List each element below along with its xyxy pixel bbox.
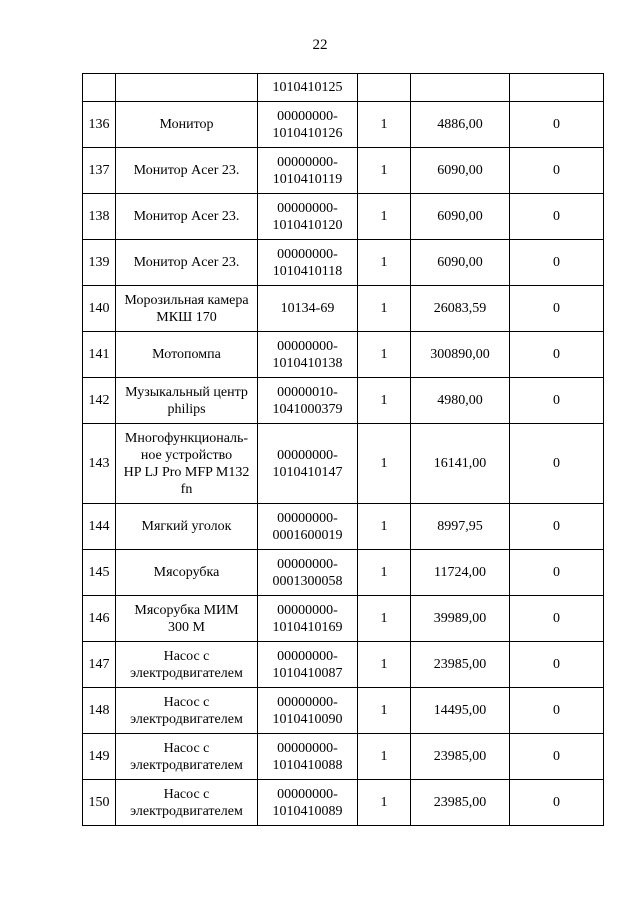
cell-remainder: 0 [510,148,604,194]
cell-name: Насос с электродвигателем [116,642,258,688]
cell-number: 146 [83,596,116,642]
cell-code: 00000000- 1010410120 [258,194,358,240]
cell-remainder: 0 [510,642,604,688]
cell-price: 6090,00 [411,240,510,286]
cell-code: 00000000- 0001300058 [258,550,358,596]
cell-name: Многофункциональ- ное устройство HP LJ Pro MFP M132 fn [116,424,258,504]
cell-quantity: 1 [358,642,411,688]
cell-remainder: 0 [510,780,604,826]
cell-price: 26083,59 [411,286,510,332]
cell-number: 138 [83,194,116,240]
cell-code: 00000000- 1010410088 [258,734,358,780]
cell-number: 148 [83,688,116,734]
table-row [83,688,604,734]
cell-code: 00000000- 1010410090 [258,688,358,734]
cell-remainder [510,74,604,102]
cell-quantity: 1 [358,240,411,286]
cell-code: 00000000- 1010410126 [258,102,358,148]
cell-remainder: 0 [510,596,604,642]
cell-code: 00000000- 1010410169 [258,596,358,642]
cell-number: 145 [83,550,116,596]
cell-code: 00000000- 1010410089 [258,780,358,826]
cell-name: Мягкий уголок [116,504,258,550]
cell-price: 23985,00 [411,642,510,688]
cell-remainder: 0 [510,102,604,148]
cell-number: 136 [83,102,116,148]
cell-price: 6090,00 [411,194,510,240]
cell-price: 4980,00 [411,378,510,424]
cell-code: 00000000- 1010410119 [258,148,358,194]
table-row [83,102,604,148]
table-row [83,504,604,550]
continuation-row [83,74,604,102]
cell-code: 00000000- 1010410138 [258,332,358,378]
cell-quantity: 1 [358,550,411,596]
cell-remainder: 0 [510,734,604,780]
cell-number: 137 [83,148,116,194]
cell-name: Насос с электродвигателем [116,688,258,734]
cell-code: 00000000- 1010410087 [258,642,358,688]
page-number: 22 [312,37,328,53]
cell-number [83,74,116,102]
cell-quantity: 1 [358,596,411,642]
cell-name: Насос с электродвигателем [116,734,258,780]
cell-number: 149 [83,734,116,780]
cell-name: Музыкальный центр philips [116,378,258,424]
cell-quantity: 1 [358,148,411,194]
cell-quantity: 1 [358,378,411,424]
cell-remainder: 0 [510,378,604,424]
cell-name: Морозильная камера МКШ 170 [116,286,258,332]
cell-price [411,74,510,102]
cell-number: 141 [83,332,116,378]
cell-price: 11724,00 [411,550,510,596]
cell-name [116,74,258,102]
cell-number: 143 [83,424,116,504]
cell-code: 00000000- 1010410147 [258,424,358,504]
cell-number: 139 [83,240,116,286]
cell-name: Монитор [116,102,258,148]
inventory-table [82,73,604,826]
cell-code: 00000000- 0001600019 [258,504,358,550]
cell-quantity: 1 [358,424,411,504]
cell-quantity: 1 [358,286,411,332]
table-row [83,550,604,596]
inventory-table-body [83,74,604,826]
table-row [83,240,604,286]
table-row [83,286,604,332]
cell-quantity: 1 [358,332,411,378]
cell-name: Монитор Acer 23. [116,240,258,286]
cell-remainder: 0 [510,504,604,550]
cell-code: 00000010- 1041000379 [258,378,358,424]
cell-number: 150 [83,780,116,826]
cell-quantity: 1 [358,102,411,148]
cell-code: 00000000- 1010410118 [258,240,358,286]
cell-remainder: 0 [510,424,604,504]
table-row [83,642,604,688]
cell-remainder: 0 [510,240,604,286]
cell-quantity: 1 [358,504,411,550]
cell-quantity: 1 [358,780,411,826]
cell-price: 4886,00 [411,102,510,148]
cell-remainder: 0 [510,550,604,596]
table-row [83,378,604,424]
cell-remainder: 0 [510,286,604,332]
cell-price: 14495,00 [411,688,510,734]
cell-price: 300890,00 [411,332,510,378]
cell-price: 39989,00 [411,596,510,642]
cell-name: Насос с электродвигателем [116,780,258,826]
cell-number: 142 [83,378,116,424]
cell-number: 140 [83,286,116,332]
cell-name: Мотопомпа [116,332,258,378]
table-row [83,424,604,504]
cell-quantity [358,74,411,102]
cell-price: 8997,95 [411,504,510,550]
cell-remainder: 0 [510,194,604,240]
cell-code: 1010410125 [258,74,358,102]
table-row [83,780,604,826]
cell-remainder: 0 [510,332,604,378]
cell-number: 144 [83,504,116,550]
cell-price: 23985,00 [411,780,510,826]
table-row [83,148,604,194]
table-row [83,194,604,240]
cell-number: 147 [83,642,116,688]
cell-name: Мясорубка [116,550,258,596]
cell-quantity: 1 [358,688,411,734]
cell-name: Монитор Acer 23. [116,148,258,194]
cell-name: Мясорубка МИМ 300 М [116,596,258,642]
cell-quantity: 1 [358,734,411,780]
cell-price: 16141,00 [411,424,510,504]
cell-price: 6090,00 [411,148,510,194]
table-row [83,596,604,642]
cell-code: 10134-69 [258,286,358,332]
table-row [83,332,604,378]
cell-price: 23985,00 [411,734,510,780]
cell-quantity: 1 [358,194,411,240]
cell-remainder: 0 [510,688,604,734]
cell-name: Монитор Acer 23. [116,194,258,240]
table-row [83,734,604,780]
